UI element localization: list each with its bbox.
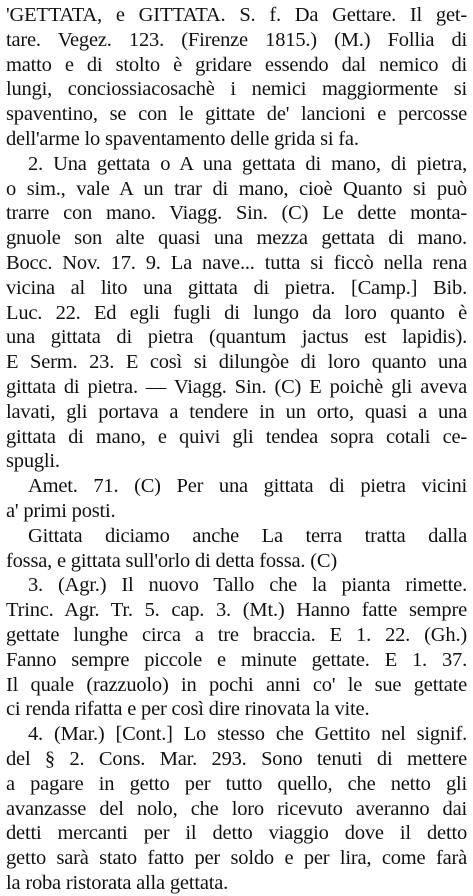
text-line: lungi, conciossiacosachè i nemici maggiormente si	[6, 78, 467, 101]
text-line: gittata di pietra. — Viagg. Sin. (C) E poichè gli aveva	[6, 375, 467, 398]
text-line: getto sarà stato fatto per soldo e per lira, come farà	[6, 847, 467, 870]
text-line: tare. Vegez. 123. (Firenze 1815.) (M.) Follia di	[6, 28, 467, 51]
text-line: o sim., vale A un trar di mano, cioè Quanto si può	[6, 177, 467, 200]
text-line: fossa, e gittata sull'orlo di detta fossa. (C)	[6, 549, 337, 572]
text-line: gnuole son alte quasi una mezza gettata di mano.	[6, 227, 467, 250]
text-line: Fanno sempre piccole e minute gettate. E 1. 37.	[6, 648, 467, 671]
text-line: Il quale (razzuolo) in pochi anni co' le sue gettate	[6, 673, 467, 696]
text-line: gittata di mano, e quivi gli tendea sopra cotali ce-	[6, 425, 467, 448]
text-line: vicina al lito una gittata di pietra. [Camp.] Bib.	[6, 276, 467, 299]
text-line: a pagare in getto per tutto quello, che netto gli	[6, 772, 467, 795]
text-line: lavati, gli portava a tendere in un orto, quasi a una	[6, 400, 467, 423]
text-line: Luc. 22. Ed egli fugli di lungo da loro quanto è	[6, 301, 467, 324]
text-line: Bocc. Nov. 17. 9. La nave... tutta si ficcò nella rena	[6, 251, 467, 274]
dictionary-entry-gettata	[6, 3, 467, 896]
text-line: una gittata di pietra (quantum jactus est lapidis).	[6, 326, 467, 349]
text-line: dell'arme lo spaventamento delle grida si fa.	[6, 127, 359, 150]
text-line: gettate lunghe circa a tre braccia. E 1. 22. (Gh.)	[6, 623, 467, 646]
text-line: 'GETTATA, e GITTATA. S. f. Da Gettare. Il get-	[6, 4, 467, 26]
text-line: la roba ristorata alla gettata.	[6, 871, 229, 894]
text-line: Amet. 71. (C) Per una gittata di pietra vicini	[28, 475, 467, 498]
text-line: E Serm. 23. E così si dilungòe di loro quanto una	[6, 351, 467, 374]
text-line: Gittata diciamo anche La terra tratta dalla	[28, 524, 467, 547]
text-line: spugli.	[6, 450, 60, 473]
text-line: avanzasse del nolo, che loro ricevuto averanno dai	[6, 797, 467, 820]
text-line: Trinc. Agr. Tr. 5. cap. 3. (Mt.) Hanno fatte sempre	[6, 599, 467, 622]
text-line: spaventino, se con le gittate de' lancioni e percosse	[6, 103, 467, 126]
text-line: 2. Una gettata o A una gettata di mano, di pietra,	[28, 152, 467, 175]
text-line: matto e di stolto è gridare essendo dal nemico di	[6, 53, 467, 76]
text-line: ci renda rifatta e per così dire rinovata la vite.	[6, 698, 370, 721]
text-line: 4. (Mar.) [Cont.] Lo stesso che Gettito nel signif.	[28, 723, 467, 746]
text-line: trarre con mano. Viagg. Sin. (C) Le dette monta-	[6, 202, 467, 225]
text-line: 3. (Agr.) Il nuovo Tallo che la pianta rimette.	[28, 574, 467, 597]
text-line: del § 2. Cons. Mar. 293. Sono tenuti di mettere	[6, 747, 467, 770]
text-line: detti mercanti per il detto viaggio dove il detto	[6, 822, 467, 845]
text-line: a' primi posti.	[6, 499, 116, 522]
